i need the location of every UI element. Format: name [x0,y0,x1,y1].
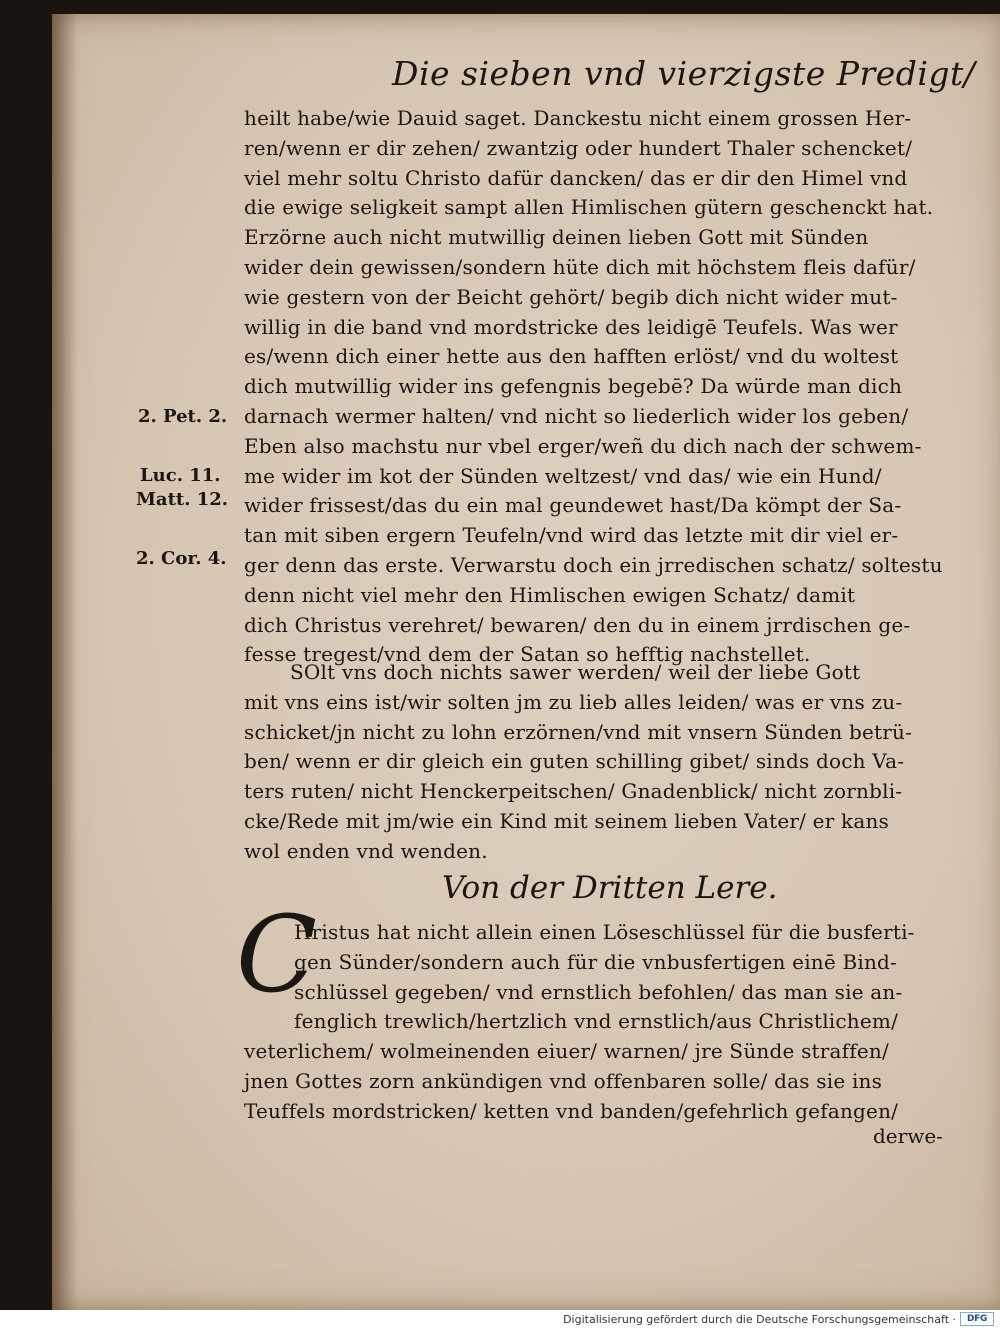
text-line: ren/wenn er dir zehen/ zwantzig oder hundert Thaler schencket/ [244,135,913,160]
text-line: wie gestern von der Beicht gehört/ begib dich nicht wider mut- [244,284,898,309]
text-line: tan mit siben ergern Teufeln/vnd wird das letzte mit dir viel er- [244,523,899,548]
margin-note: Matt. 12. [136,489,229,510]
dfg-logo: DFG [960,1312,994,1326]
text-line: Hristus hat nicht allein einen Löseschlüssel für die busferti- [294,920,915,944]
text-line: Teuffels mordstricken/ ketten vnd banden/gefehrlich gefangen/ [244,1098,899,1123]
text-line: jnen Gottes zorn ankündigen vnd offenbaren solle/ das sie ins [244,1068,883,1093]
text-line: heilt habe/wie Dauid saget. Danckestu nicht einem grossen Her- [244,106,912,130]
running-head: Die sieben vnd vierzigste Predigt/ [392,54,976,93]
drop-initial: C [236,893,318,1016]
text-line: fesse tregest/vnd dem der Satan so hefftig nachstellet. [244,642,811,667]
text-line: wol enden vnd wenden. [244,838,488,863]
margin-note: 2. Pet. 2. [138,406,228,427]
text-line: dich Christus verehret/ bewaren/ den du in einem jrrdischen ge- [244,612,911,637]
text-line: schicket/jn nicht zu lohn erzörnen/vnd mit vnsern Sünden betrü- [244,719,913,744]
text-line: ger denn das erste. Verwarstu doch ein jrredischen schatz/ soltestu [244,552,943,577]
text-line: die ewige seligkeit sampt allen Himlischen gütern geschenckt hat. [244,195,934,220]
text-line: mit vns eins ist/wir solten jm zu lieb alles leiden/ was er vns zu- [244,689,903,714]
margin-note: 2. Cor. 4. [136,548,227,569]
paragraph-2 [244,658,960,867]
text-line: wider dein gewissen/sondern hüte dich mit höchstem fleis dafür/ [244,254,916,279]
text-line: veterlichem/ wolmeinenden eiuer/ warnen/ jre Sünde straffen/ [244,1039,889,1064]
text-line: darnach wermer halten/ vnd nicht so liederlich wider los geben/ [244,403,909,428]
text-line: fenglich trewlich/hertzlich vnd ernstlich/aus Christlichem/ [294,1009,899,1034]
text-line: wider frissest/das du ein mal geundewet hast/Da kömpt der Sa- [244,493,902,518]
text-line: me wider im kot der Sünden weltzest/ vnd das/ wie ein Hund/ [244,463,882,488]
paragraph-1 [244,104,960,670]
paragraph-3 [244,918,960,1127]
text-line: willig in die band vnd mordstricke des leidigē Teufels. Was wer [244,314,898,339]
text-line: schlüssel gegeben/ vnd ernstlich befohlen/ das man sie an- [294,979,903,1004]
text-line: Eben also machstu nur vbel erger/weñ du dich nach der schwem- [244,433,922,458]
text-line: dich mutwillig wider ins gefengnis begebē? Da würde man dich [244,374,903,399]
catchword: derwe- [873,1124,943,1148]
margin-note: Luc. 11. [140,465,221,486]
text-line: cke/Rede mit jm/wie ein Kind mit seinem lieben Vater/ er kans [244,808,890,833]
text-line: gen Sünder/sondern auch für die vnbusfertigen einē Bind- [294,949,898,974]
funding-credit: Digitalisierung gefördert durch die Deutsche Forschungsgemeinschaft · [563,1313,956,1326]
text-line: denn nicht viel mehr den Himlischen ewigen Schatz/ damit [244,582,856,607]
section-heading: Von der Dritten Lere. [442,870,778,906]
text-line: ters ruten/ nicht Henckerpeitschen/ Gnadenblick/ nicht zornbli- [244,779,903,804]
text-line: ben/ wenn er dir gleich ein guten schilling gibet/ sinds doch Va- [244,749,905,774]
text-line: Erzörne auch nicht mutwillig deinen lieben Gott mit Sünden [244,225,869,250]
text-line: es/wenn dich einer hette aus den hafften erlöst/ vnd du woltest [244,344,899,369]
text-line: viel mehr soltu Christo dafür dancken/ das er dir den Himel vnd [244,165,908,190]
text-line: SOlt vns doch nichts sawer werden/ weil der liebe Gott [290,660,861,684]
